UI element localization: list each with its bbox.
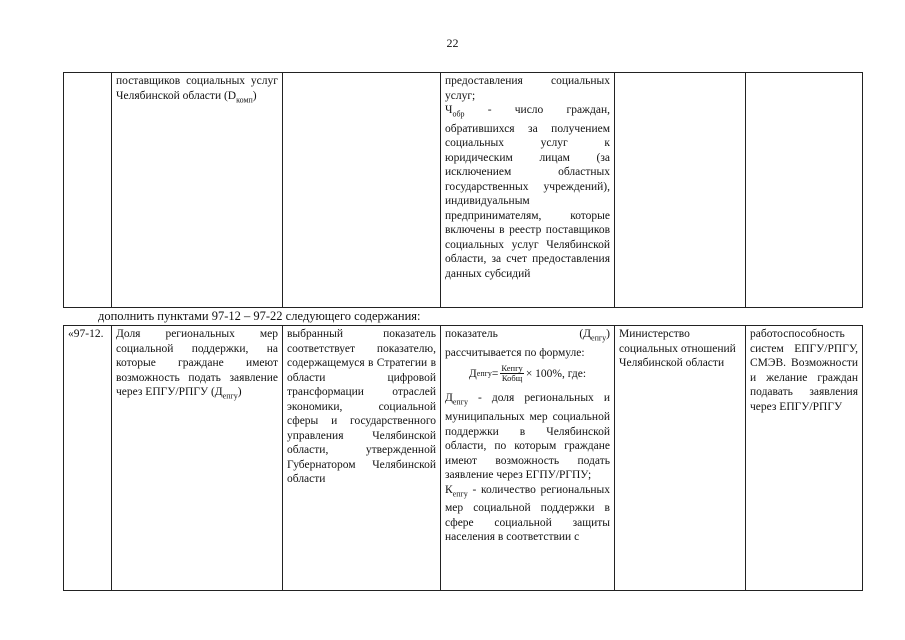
- cell-method: предоставления социальных услуг; $Ч_{обр}$ - число граждан, обратившихся за получением социальных услуг к юридическим лицам (за исключением областных государственных учреждений), индивидуальным предпринимателям, которые включены в реестр поставщиков социальных услуг Челябинской области, за счет предоставления данных субсидий: [441, 73, 615, 308]
- cell-indicator-name: поставщиков социальных услуг Челябинской области $(D_{комп})$: [112, 73, 283, 308]
- top-table: [63, 72, 863, 308]
- main-table: [63, 325, 863, 591]
- amendment-caption: дополнить пунктами 97-12 – 97-22 следующего содержания:: [98, 309, 421, 323]
- cell-justification: [283, 73, 441, 308]
- formula: Д епгу = $\frac{\text{Кепгу}}{\text{Кобщ}}$ × 100%, где:: [468, 363, 587, 384]
- cell-factors: [746, 73, 863, 308]
- cell-method: показатель $(Д_{епгу})$ рассчитывается по формуле: Д епгу = $\frac{\text{Кепгу}}{\text{Кобщ}}$ × 100%, где: $Д_{епгу}$ - доля региональных и муниципальных мер социальной поддержки в Челябинской области, по которым граждане имеют возможность подать заявление через ЕГПУ/РГПУ; $К_{епгу}$ - количество региональных мер социальной поддержки в сфере социальной защиты населения в соответствии с: [441, 326, 615, 591]
- table-row: [64, 73, 863, 308]
- page-number: 22: [446, 36, 459, 50]
- cell-number: «97-12.: [64, 326, 112, 591]
- cell-responsible: [615, 73, 746, 308]
- cell-number: [64, 73, 112, 308]
- cell-justification: выбранный показатель соответствует показателю, содержащемуся в Стратегии в области цифровой трансформации отраслей экономики, социальной сферы и государственного управления Челябинской области, утвержденной Губернатором Челябинской области: [283, 326, 441, 591]
- cell-responsible: Министерство социальных отношений Челябинской области: [615, 326, 746, 591]
- table-row: [64, 326, 863, 591]
- cell-indicator-name: Доля региональных мер социальной поддержки, на которые граждане имеют возможность подать заявление через ЕПГУ/РПГУ $(Д_{епгу})$: [112, 326, 283, 591]
- cell-factors: работоспособность систем ЕПГУ/РПГУ, СМЭВ. Возможности и желание граждан подавать заявления через ЕПГУ/РПГУ: [746, 326, 863, 591]
- formula-fraction: $\frac{\text{Кепгу}}{\text{Кобщ}}$: [501, 363, 523, 384]
